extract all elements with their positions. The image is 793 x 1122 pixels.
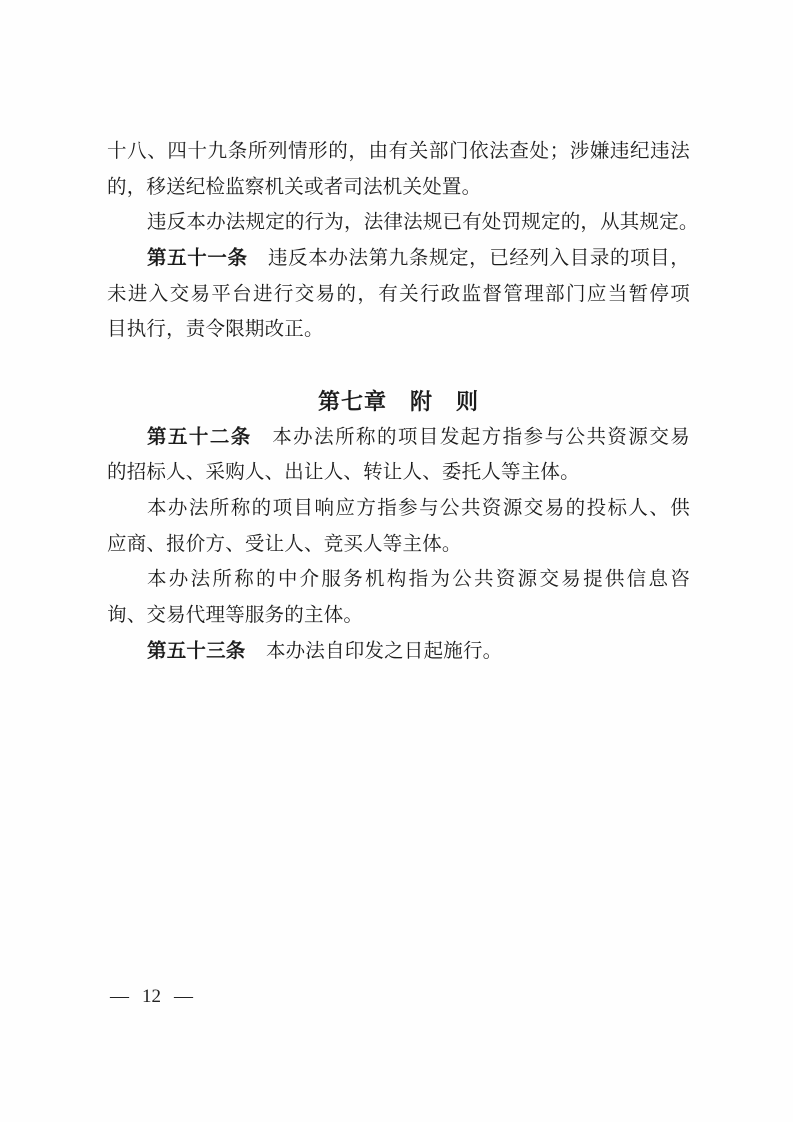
article-number-label: 第五十一条 — [147, 248, 248, 270]
body-line — [107, 170, 690, 206]
body-line-text: 违反本办法第九条规定，已经列入目录的项目， — [268, 248, 690, 270]
body-line — [107, 598, 690, 634]
body-line-text: 本办法所称的中介服务机构指为公共资源交易提供信息咨 — [147, 569, 690, 591]
article-number-label: 第五十三条 — [147, 640, 246, 662]
body-line-article-52 — [107, 420, 690, 456]
body-line — [107, 455, 690, 491]
body-line-text: 本办法所称的项目响应方指参与公共资源交易的投标人、供 — [147, 497, 690, 519]
chapter-heading: 第七章 附 则 — [317, 388, 479, 414]
body-line — [107, 527, 690, 563]
body-line-text: 本办法自印发之日起施行。 — [265, 640, 503, 662]
body-line — [107, 562, 690, 598]
blank-line — [107, 348, 690, 384]
body-line-article-53 — [107, 634, 690, 670]
body-line — [107, 312, 690, 348]
body-line-text: 本办法所称的项目发起方指参与公共资源交易 — [272, 426, 690, 448]
body-line-text: 十八、四十九条所列情形的，由有关部门依法查处；涉嫌违纪违法 — [107, 141, 690, 162]
body-line — [107, 277, 690, 313]
body-line-text: 的招标人、采购人、出让人、转让人、委托人等主体。 — [107, 462, 580, 484]
body-line — [107, 134, 690, 170]
body-line-text: 应商、报价方、受让人、竞买人等主体。 — [107, 533, 462, 555]
body-line-article-51 — [107, 241, 690, 277]
body-line — [107, 205, 699, 241]
body-line-text: 未进入交易平台进行交易的，有关行政监督管理部门应当暂停项 — [107, 283, 690, 305]
body-line-text: 询、交易代理等服务的主体。 — [107, 604, 364, 626]
body-line-text: 目执行，责令限期改正。 — [107, 319, 324, 341]
footer-left-dash: — — [110, 986, 129, 1007]
footer-right-dash: — — [174, 986, 193, 1007]
body-line-text: 的，移送纪检监察机关或者司法机关处置。 — [107, 176, 482, 198]
page-number: 12 — [142, 986, 161, 1007]
body-line — [107, 491, 690, 527]
body-line-text: 违反本办法规定的行为，法律法规已有处罚规定的，从其规定。 — [147, 212, 699, 234]
article-number-label: 第五十二条 — [147, 426, 252, 448]
body-text-block — [107, 134, 699, 669]
page-footer — [110, 986, 193, 1008]
